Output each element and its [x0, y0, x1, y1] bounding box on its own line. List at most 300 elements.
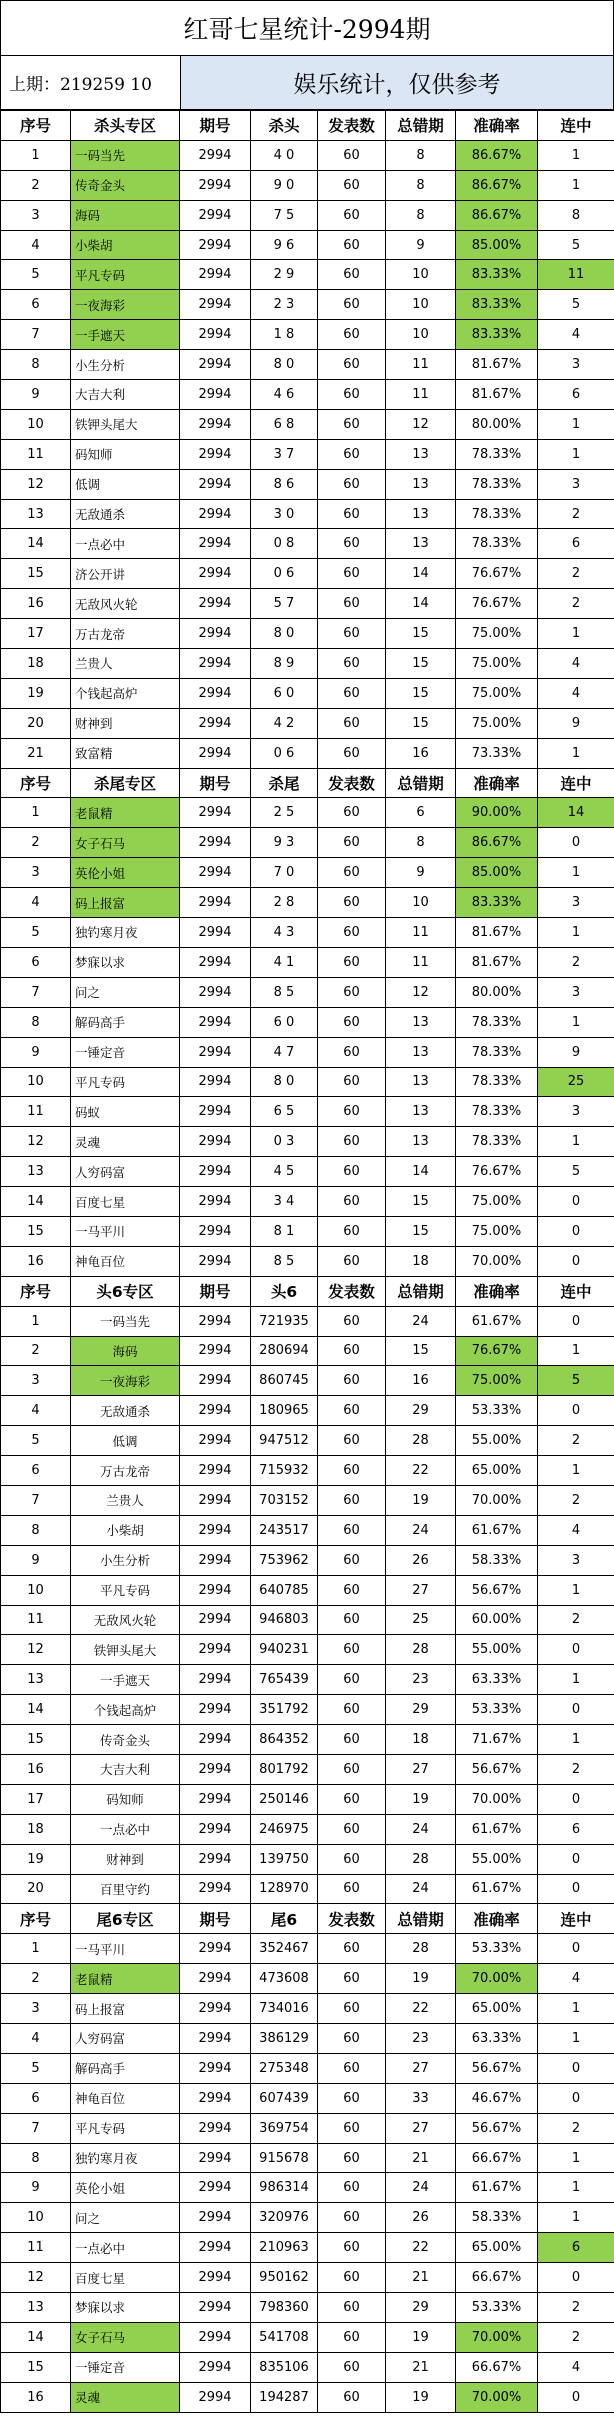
published-count: 60	[318, 2203, 386, 2233]
streak: 1	[538, 140, 614, 170]
published-count: 60	[318, 2382, 386, 2412]
miss-count: 19	[386, 1485, 456, 1515]
miss-count: 13	[386, 1127, 456, 1157]
published-count: 60	[318, 1635, 386, 1665]
miss-count: 18	[386, 1246, 456, 1276]
miss-count: 11	[386, 350, 456, 380]
expert-name: 致富精	[71, 738, 180, 768]
row-index: 14	[1, 1187, 71, 1217]
table-row	[1, 1067, 614, 1097]
table-row	[1, 1844, 614, 1874]
period: 2994	[180, 1515, 251, 1545]
prediction: 715932	[251, 1456, 318, 1486]
accuracy-header: 准确率	[456, 768, 538, 798]
published-count: 60	[318, 170, 386, 200]
accuracy: 61.67%	[456, 1515, 538, 1545]
accuracy: 53.33%	[456, 2293, 538, 2323]
period: 2994	[180, 140, 251, 170]
prediction: 8 0	[251, 350, 318, 380]
miss-count: 10	[386, 290, 456, 320]
published-count: 60	[318, 469, 386, 499]
streak: 2	[538, 1754, 614, 1784]
row-index: 14	[1, 2322, 71, 2352]
table-row	[1, 589, 614, 619]
row-index: 2	[1, 170, 71, 200]
miss-count: 23	[386, 2024, 456, 2054]
row-index: 13	[1, 1157, 71, 1187]
period: 2994	[180, 1157, 251, 1187]
published-count: 60	[318, 2113, 386, 2143]
published-count: 60	[318, 589, 386, 619]
prediction: 947512	[251, 1426, 318, 1456]
period: 2994	[180, 559, 251, 589]
miss-count: 28	[386, 1426, 456, 1456]
accuracy: 55.00%	[456, 1635, 538, 1665]
accuracy: 83.33%	[456, 260, 538, 290]
period-header: 期号	[180, 1276, 251, 1306]
miss-count: 9	[386, 858, 456, 888]
miss-count: 13	[386, 1067, 456, 1097]
streak: 4	[538, 320, 614, 350]
period: 2994	[180, 1695, 251, 1725]
row-index: 12	[1, 1635, 71, 1665]
published-count: 60	[318, 1485, 386, 1515]
table-row	[1, 858, 614, 888]
miss-count: 28	[386, 1934, 456, 1964]
streak-header: 连中	[538, 111, 614, 141]
expert-name: 一手遮天	[71, 320, 180, 350]
miss-count: 19	[386, 1784, 456, 1814]
accuracy: 75.00%	[456, 678, 538, 708]
streak: 1	[538, 1725, 614, 1755]
expert-name: 财神到	[71, 1844, 180, 1874]
streak: 8	[538, 200, 614, 230]
expert-name: 码上报富	[71, 1994, 180, 2024]
period: 2994	[180, 1575, 251, 1605]
published-count: 60	[318, 2143, 386, 2173]
streak: 3	[538, 1545, 614, 1575]
prediction: 0 3	[251, 1127, 318, 1157]
row-index: 20	[1, 1874, 71, 1904]
expert-name: 问之	[71, 977, 180, 1007]
period: 2994	[180, 290, 251, 320]
expert-name: 英伦小姐	[71, 858, 180, 888]
expert-name: 女子石马	[71, 828, 180, 858]
row-index: 7	[1, 977, 71, 1007]
accuracy: 81.67%	[456, 380, 538, 410]
published-count: 60	[318, 200, 386, 230]
period: 2994	[180, 1216, 251, 1246]
expert-name: 问之	[71, 2203, 180, 2233]
streak: 2	[538, 1605, 614, 1635]
streak: 1	[538, 918, 614, 948]
table-row	[1, 708, 614, 738]
prediction: 4 0	[251, 140, 318, 170]
expert-name: 一码当先	[71, 140, 180, 170]
prediction: 351792	[251, 1695, 318, 1725]
miss-count: 6	[386, 798, 456, 828]
expert-name: 人穷码富	[71, 2024, 180, 2054]
accuracy: 70.00%	[456, 2382, 538, 2412]
period: 2994	[180, 2024, 251, 2054]
table-row	[1, 2173, 614, 2203]
expert-name: 铁钾头尾大	[71, 1635, 180, 1665]
period: 2994	[180, 2113, 251, 2143]
streak: 0	[538, 1396, 614, 1426]
index-header: 序号	[1, 111, 71, 141]
row-index: 18	[1, 649, 71, 679]
expert-name: 梦寐以求	[71, 947, 180, 977]
accuracy: 86.67%	[456, 828, 538, 858]
row-index: 12	[1, 469, 71, 499]
table-row	[1, 380, 614, 410]
accuracy: 60.00%	[456, 1605, 538, 1635]
accuracy: 75.00%	[456, 619, 538, 649]
row-index: 5	[1, 1426, 71, 1456]
row-index: 14	[1, 1695, 71, 1725]
accuracy: 55.00%	[456, 1844, 538, 1874]
row-index: 3	[1, 858, 71, 888]
published-count: 60	[318, 529, 386, 559]
expert-name: 独钓寒月夜	[71, 2143, 180, 2173]
miss-count: 13	[386, 499, 456, 529]
miss-count: 14	[386, 559, 456, 589]
accuracy: 76.67%	[456, 1157, 538, 1187]
prediction: 4 6	[251, 380, 318, 410]
streak: 0	[538, 2382, 614, 2412]
table-row	[1, 619, 614, 649]
prediction: 3 0	[251, 499, 318, 529]
row-index: 11	[1, 2233, 71, 2263]
expert-name: 兰贵人	[71, 649, 180, 679]
miss-count: 14	[386, 1157, 456, 1187]
expert-name: 平凡专码	[71, 260, 180, 290]
miss-count: 10	[386, 320, 456, 350]
streak: 0	[538, 1187, 614, 1217]
published-count: 60	[318, 2322, 386, 2352]
streak: 5	[538, 290, 614, 320]
streak: 1	[538, 1127, 614, 1157]
streak: 1	[538, 1575, 614, 1605]
row-index: 1	[1, 1306, 71, 1336]
accuracy: 78.33%	[456, 1097, 538, 1127]
period: 2994	[180, 1396, 251, 1426]
expert-name: 小生分析	[71, 1545, 180, 1575]
expert-name: 码知师	[71, 439, 180, 469]
published-count: 60	[318, 1456, 386, 1486]
streak: 1	[538, 1456, 614, 1486]
period: 2994	[180, 1784, 251, 1814]
expert-name: 梦寐以求	[71, 2293, 180, 2323]
prediction: 734016	[251, 1994, 318, 2024]
streak: 1	[538, 1994, 614, 2024]
row-index: 8	[1, 2143, 71, 2173]
expert-name: 平凡专码	[71, 2113, 180, 2143]
table-row	[1, 1725, 614, 1755]
miss-header: 总错期	[386, 111, 456, 141]
miss-count: 29	[386, 1396, 456, 1426]
miss-count: 9	[386, 230, 456, 260]
streak: 1	[538, 858, 614, 888]
period: 2994	[180, 1127, 251, 1157]
expert-name: 人穷码富	[71, 1157, 180, 1187]
expert-name: 大吉大利	[71, 1754, 180, 1784]
expert-name: 老鼠精	[71, 798, 180, 828]
prediction: 250146	[251, 1784, 318, 1814]
table-row	[1, 1336, 614, 1366]
section-header-row	[1, 768, 614, 798]
miss-count: 13	[386, 439, 456, 469]
row-index: 15	[1, 1725, 71, 1755]
prediction: 860745	[251, 1366, 318, 1396]
row-index: 10	[1, 1575, 71, 1605]
miss-count: 15	[386, 649, 456, 679]
table-row	[1, 1127, 614, 1157]
period: 2994	[180, 589, 251, 619]
period-header: 期号	[180, 768, 251, 798]
row-index: 20	[1, 708, 71, 738]
miss-count: 12	[386, 977, 456, 1007]
streak: 25	[538, 1067, 614, 1097]
period: 2994	[180, 1545, 251, 1575]
row-index: 7	[1, 2113, 71, 2143]
streak: 1	[538, 738, 614, 768]
prediction: 753962	[251, 1545, 318, 1575]
period: 2994	[180, 1964, 251, 1994]
row-index: 6	[1, 1456, 71, 1486]
accuracy: 61.67%	[456, 1306, 538, 1336]
period: 2994	[180, 1994, 251, 2024]
accuracy: 86.67%	[456, 200, 538, 230]
prediction: 275348	[251, 2053, 318, 2083]
table-row	[1, 2293, 614, 2323]
table-row	[1, 678, 614, 708]
prediction: 541708	[251, 2322, 318, 2352]
period: 2994	[180, 1456, 251, 1486]
published-count: 60	[318, 1127, 386, 1157]
row-index: 3	[1, 200, 71, 230]
prediction: 940231	[251, 1635, 318, 1665]
published-header: 发表数	[318, 111, 386, 141]
prediction: 0 6	[251, 738, 318, 768]
expert-name: 财神到	[71, 708, 180, 738]
prediction: 9 0	[251, 170, 318, 200]
table-row	[1, 320, 614, 350]
prediction: 986314	[251, 2173, 318, 2203]
published-count: 60	[318, 1306, 386, 1336]
published-count: 60	[318, 1844, 386, 1874]
streak-header: 连中	[538, 1904, 614, 1934]
accuracy: 63.33%	[456, 1665, 538, 1695]
row-index: 4	[1, 2024, 71, 2054]
expert-name: 英伦小姐	[71, 2173, 180, 2203]
expert-name: 解码高手	[71, 2053, 180, 2083]
accuracy: 83.33%	[456, 320, 538, 350]
period: 2994	[180, 350, 251, 380]
period: 2994	[180, 1635, 251, 1665]
row-index: 21	[1, 738, 71, 768]
miss-count: 24	[386, 1814, 456, 1844]
published-count: 60	[318, 1037, 386, 1067]
period: 2994	[180, 469, 251, 499]
prediction: 369754	[251, 2113, 318, 2143]
prediction: 0 6	[251, 559, 318, 589]
period: 2994	[180, 260, 251, 290]
period: 2994	[180, 320, 251, 350]
section-header-row	[1, 1276, 614, 1306]
published-count: 60	[318, 1934, 386, 1964]
streak: 5	[538, 230, 614, 260]
expert-name: 码上报富	[71, 888, 180, 918]
row-index: 1	[1, 140, 71, 170]
expert-name: 海码	[71, 1336, 180, 1366]
period-header: 期号	[180, 111, 251, 141]
streak: 0	[538, 1635, 614, 1665]
accuracy: 86.67%	[456, 170, 538, 200]
miss-count: 19	[386, 1964, 456, 1994]
zone-header: 头6专区	[71, 1276, 180, 1306]
streak: 3	[538, 1097, 614, 1127]
streak: 3	[538, 350, 614, 380]
row-index: 5	[1, 260, 71, 290]
miss-count: 16	[386, 738, 456, 768]
accuracy: 83.33%	[456, 290, 538, 320]
streak: 1	[538, 2143, 614, 2173]
row-index: 18	[1, 1814, 71, 1844]
row-index: 19	[1, 1844, 71, 1874]
accuracy: 78.33%	[456, 499, 538, 529]
expert-name: 一锤定音	[71, 2352, 180, 2382]
period: 2994	[180, 230, 251, 260]
accuracy: 76.67%	[456, 559, 538, 589]
miss-count: 26	[386, 2203, 456, 2233]
table-row	[1, 1007, 614, 1037]
accuracy: 56.67%	[456, 2113, 538, 2143]
row-index: 3	[1, 1994, 71, 2024]
expert-name: 老鼠精	[71, 1964, 180, 1994]
accuracy: 85.00%	[456, 858, 538, 888]
table-row	[1, 350, 614, 380]
prediction: 3 4	[251, 1187, 318, 1217]
accuracy: 66.67%	[456, 2143, 538, 2173]
prediction: 798360	[251, 2293, 318, 2323]
miss-count: 15	[386, 1216, 456, 1246]
miss-count: 16	[386, 1366, 456, 1396]
section-header-row	[1, 1904, 614, 1934]
miss-count: 8	[386, 828, 456, 858]
accuracy: 83.33%	[456, 888, 538, 918]
prediction: 473608	[251, 1964, 318, 1994]
accuracy: 78.33%	[456, 439, 538, 469]
expert-name: 灵魂	[71, 1127, 180, 1157]
published-count: 60	[318, 2083, 386, 2113]
streak: 0	[538, 1844, 614, 1874]
prediction: 194287	[251, 2382, 318, 2412]
period: 2994	[180, 2233, 251, 2263]
published-count: 60	[318, 1097, 386, 1127]
accuracy: 81.67%	[456, 918, 538, 948]
miss-count: 13	[386, 1097, 456, 1127]
streak: 4	[538, 678, 614, 708]
table-row	[1, 947, 614, 977]
prediction: 8 5	[251, 1246, 318, 1276]
miss-count: 10	[386, 888, 456, 918]
period: 2994	[180, 2143, 251, 2173]
period: 2994	[180, 1844, 251, 1874]
miss-count: 14	[386, 589, 456, 619]
expert-name: 神龟百位	[71, 2083, 180, 2113]
expert-name: 一点必中	[71, 2233, 180, 2263]
row-index: 11	[1, 439, 71, 469]
table-row	[1, 1426, 614, 1456]
row-index: 17	[1, 1784, 71, 1814]
row-index: 14	[1, 529, 71, 559]
prediction: 946803	[251, 1605, 318, 1635]
period: 2994	[180, 828, 251, 858]
streak: 1	[538, 1665, 614, 1695]
row-index: 16	[1, 1246, 71, 1276]
period: 2994	[180, 439, 251, 469]
row-index: 7	[1, 1485, 71, 1515]
published-count: 60	[318, 559, 386, 589]
accuracy: 80.00%	[456, 977, 538, 1007]
accuracy: 75.00%	[456, 1187, 538, 1217]
prediction: 3 7	[251, 439, 318, 469]
zone-header: 杀尾专区	[71, 768, 180, 798]
table-row	[1, 1605, 614, 1635]
prediction: 280694	[251, 1336, 318, 1366]
published-count: 60	[318, 858, 386, 888]
prediction: 703152	[251, 1485, 318, 1515]
miss-count: 24	[386, 1874, 456, 1904]
period: 2994	[180, 2173, 251, 2203]
expert-name: 传奇金头	[71, 170, 180, 200]
published-count: 60	[318, 1336, 386, 1366]
streak: 2	[538, 1485, 614, 1515]
expert-name: 个钱起高炉	[71, 1695, 180, 1725]
row-index: 9	[1, 2173, 71, 2203]
published-count: 60	[318, 2173, 386, 2203]
table-row	[1, 1396, 614, 1426]
accuracy: 65.00%	[456, 1456, 538, 1486]
streak: 3	[538, 977, 614, 1007]
streak: 9	[538, 1037, 614, 1067]
accuracy: 46.67%	[456, 2083, 538, 2113]
table-row	[1, 2113, 614, 2143]
table-row	[1, 828, 614, 858]
accuracy: 75.00%	[456, 708, 538, 738]
last-draw-label: 上期：219259 10	[1, 56, 181, 109]
published-count: 60	[318, 409, 386, 439]
streak: 2	[538, 559, 614, 589]
prediction: 2 9	[251, 260, 318, 290]
period: 2994	[180, 2083, 251, 2113]
period: 2994	[180, 1246, 251, 1276]
miss-count: 11	[386, 918, 456, 948]
prediction: 2 8	[251, 888, 318, 918]
table-row	[1, 170, 614, 200]
streak: 1	[538, 1007, 614, 1037]
prediction: 801792	[251, 1754, 318, 1784]
published-count: 60	[318, 1246, 386, 1276]
miss-count: 25	[386, 1605, 456, 1635]
prediction: 1 8	[251, 320, 318, 350]
row-index: 3	[1, 1366, 71, 1396]
accuracy: 73.33%	[456, 738, 538, 768]
miss-count: 33	[386, 2083, 456, 2113]
row-index: 15	[1, 2352, 71, 2382]
accuracy: 61.67%	[456, 2173, 538, 2203]
